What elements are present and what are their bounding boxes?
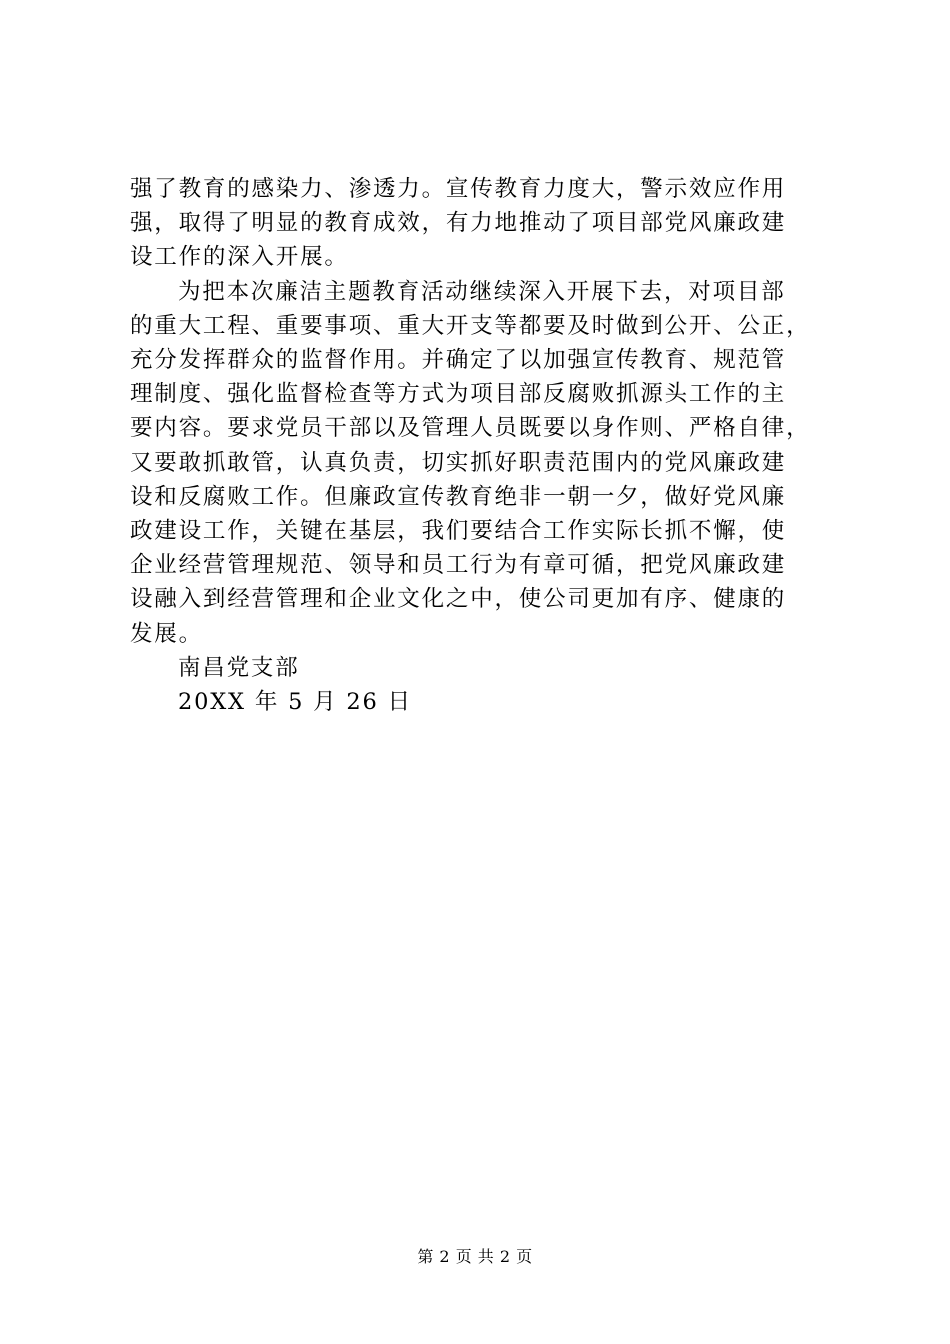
- paragraph-line: 强了教育的感染力、渗透力。宣传教育力度大，警示效应作用: [130, 176, 787, 202]
- paragraph-line: 发展。: [130, 620, 203, 647]
- signature-date: 20XX 年 5 月 26 日: [178, 689, 412, 716]
- paragraph-line: 为把本次廉洁主题教育活动继续深入开展下去，对项目部: [178, 278, 786, 305]
- paragraph-line: 设和反腐败工作。但廉政宣传教育绝非一朝一夕，做好党风廉: [130, 483, 787, 510]
- paragraph-line: 理制度、强化监督检查等方式为项目部反腐败抓源头工作的主: [130, 381, 787, 408]
- paragraph-line: 又要敢抓敢管，认真负责，切实抓好职责范围内的党风廉政建: [130, 449, 787, 476]
- paragraph-line: 的重大工程、重要事项、重大开支等都要及时做到公开、公正，: [130, 312, 811, 339]
- paragraph-line: 充分发挥群众的监督作用。并确定了以加强宣传教育、规范管: [130, 347, 787, 374]
- document-body: [130, 172, 830, 719]
- paragraph-line: 设工作的深入开展。: [130, 244, 349, 271]
- page-number-footer: 第 2 页 共 2 页: [417, 1247, 533, 1266]
- paragraph-line: 设融入到经营管理和企业文化之中，使公司更加有序、健康的: [130, 586, 787, 613]
- paragraph-line: 企业经营管理规范、领导和员工行为有章可循，把党风廉政建: [130, 552, 787, 579]
- paragraph-line: 政建设工作，关键在基层，我们要结合工作实际长抓不懈，使: [130, 518, 787, 545]
- signature-organization: 南昌党支部: [178, 654, 300, 681]
- paragraph-line: 要内容。要求党员干部以及管理人员既要以身作则、严格自律，: [130, 415, 811, 442]
- paragraph-line: 强，取得了明显的教育成效，有力地推动了项目部党风廉政建: [130, 210, 787, 237]
